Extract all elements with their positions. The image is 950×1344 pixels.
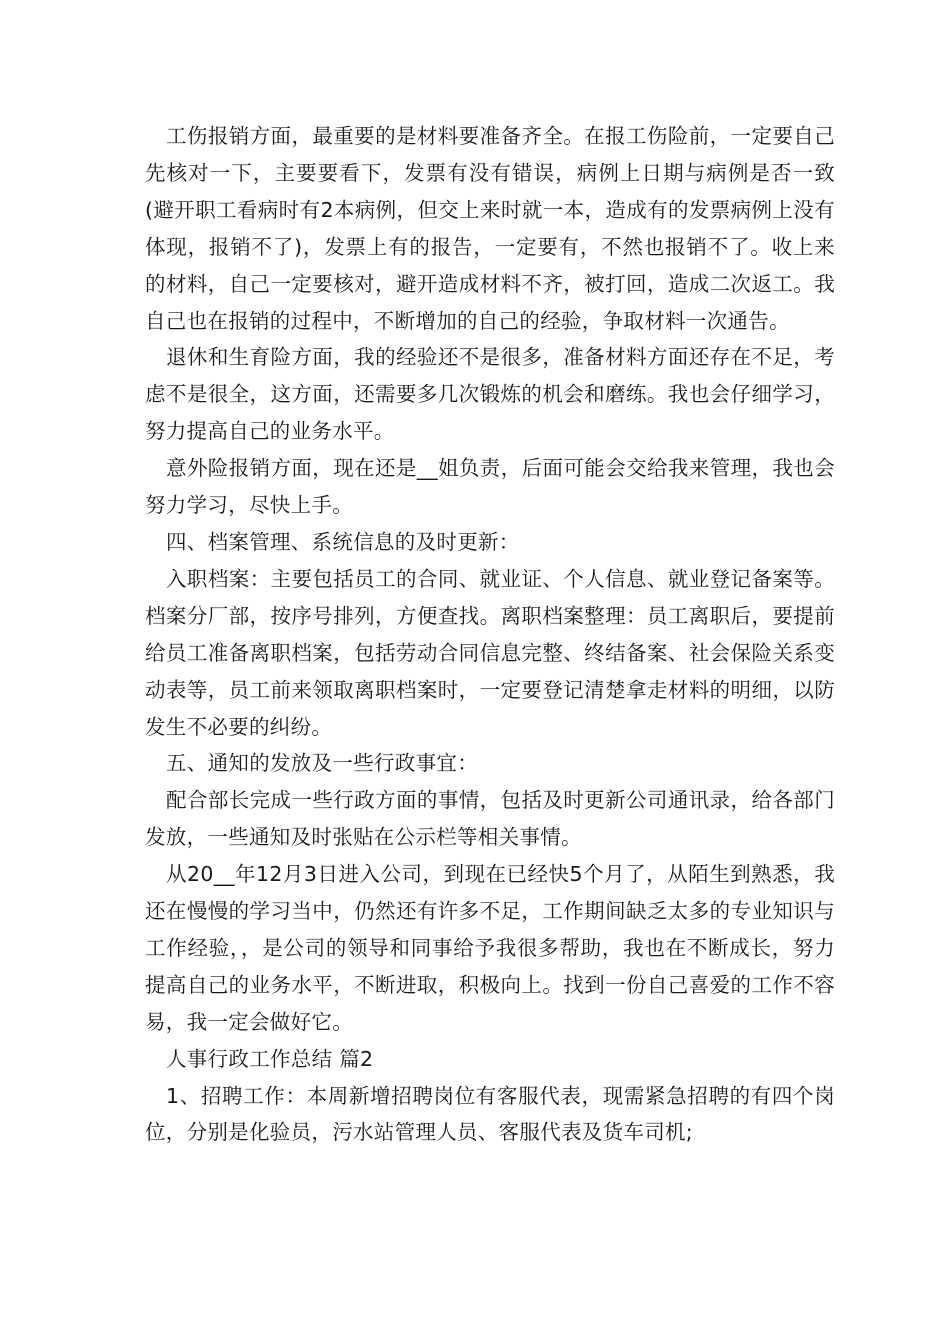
paragraph-notices: 配合部长完成一些行政方面的事情，包括及时更新公司通讯录，给各部门发放，一些通知及时张贴在公示栏等相关事情。	[145, 788, 835, 850]
paragraph-recruitment: 1、招聘工作：本周新增招聘岗位有客服代表，现需紧急招聘的有四个岗位，分别是化验员，污水站管理人员、客服代表及货车司机;	[145, 1083, 835, 1145]
section-title-part-2: 人事行政工作总结 篇2	[166, 1046, 374, 1071]
paragraph-accident-insurance: 意外险报销方面，现在还是__姐负责，后面可能会交给我来管理，我也会努力学习，尽快上手。	[145, 456, 835, 518]
section-heading-notices: 五、通知的发放及一些行政事宜：	[166, 751, 478, 776]
section-heading-archives: 四、档案管理、系统信息的及时更新：	[166, 529, 520, 554]
paragraph-summary: 从20__年12月3日进入公司，到现在已经快5个月了，从陌生到熟悉，我还在慢慢的学习当中，仍然还有许多不足，工作期间缺乏太多的专业知识与工作经验，，是公司的领导和同事给予我很多帮助，我也在不断成长，努力提高自己的业务水平，不断进取，积极向上。找到一份自己喜爱的工作不容易，我一定会做好它。	[145, 862, 835, 1034]
paragraph-archives: 入职档案：主要包括员工的合同、就业证、个人信息、就业登记备案等。档案分厂部，按序号排列，方便查找。离职档案整理：员工离职后，要提前给员工准备离职档案，包括劳动合同信息完整、终结备案、社会保险关系变动表等，员工前来领取离职档案时，一定要登记清楚拿走材料的明细，以防发生不必要的纠纷。	[145, 566, 835, 739]
paragraph-work-injury: 工伤报销方面，最重要的是材料要准备齐全。在报工伤险前，一定要自己先核对一下，主要要看下，发票有没有错误，病例上日期与病例是否一致(避开职工看病时有2本病例，但交上来时就一本，造成有的发票病例上没有体现，报销不了)，发票上有的报告，一定要有，不然也报销不了。收上来的材料，自己一定要核对，避开造成材料不齐，被打回，造成二次返工。我自己也在报销的过程中，不断增加的自己的经验，争取材料一次通告。	[145, 124, 835, 333]
paragraph-retirement-maternity: 退休和生育险方面，我的经验还不是很多，准备材料方面还存在不足，考虑不是很全，这方面，还需要多几次锻炼的机会和磨练。我也会仔细学习，努力提高自己的业务水平。	[145, 345, 835, 444]
document-body	[145, 118, 835, 1151]
